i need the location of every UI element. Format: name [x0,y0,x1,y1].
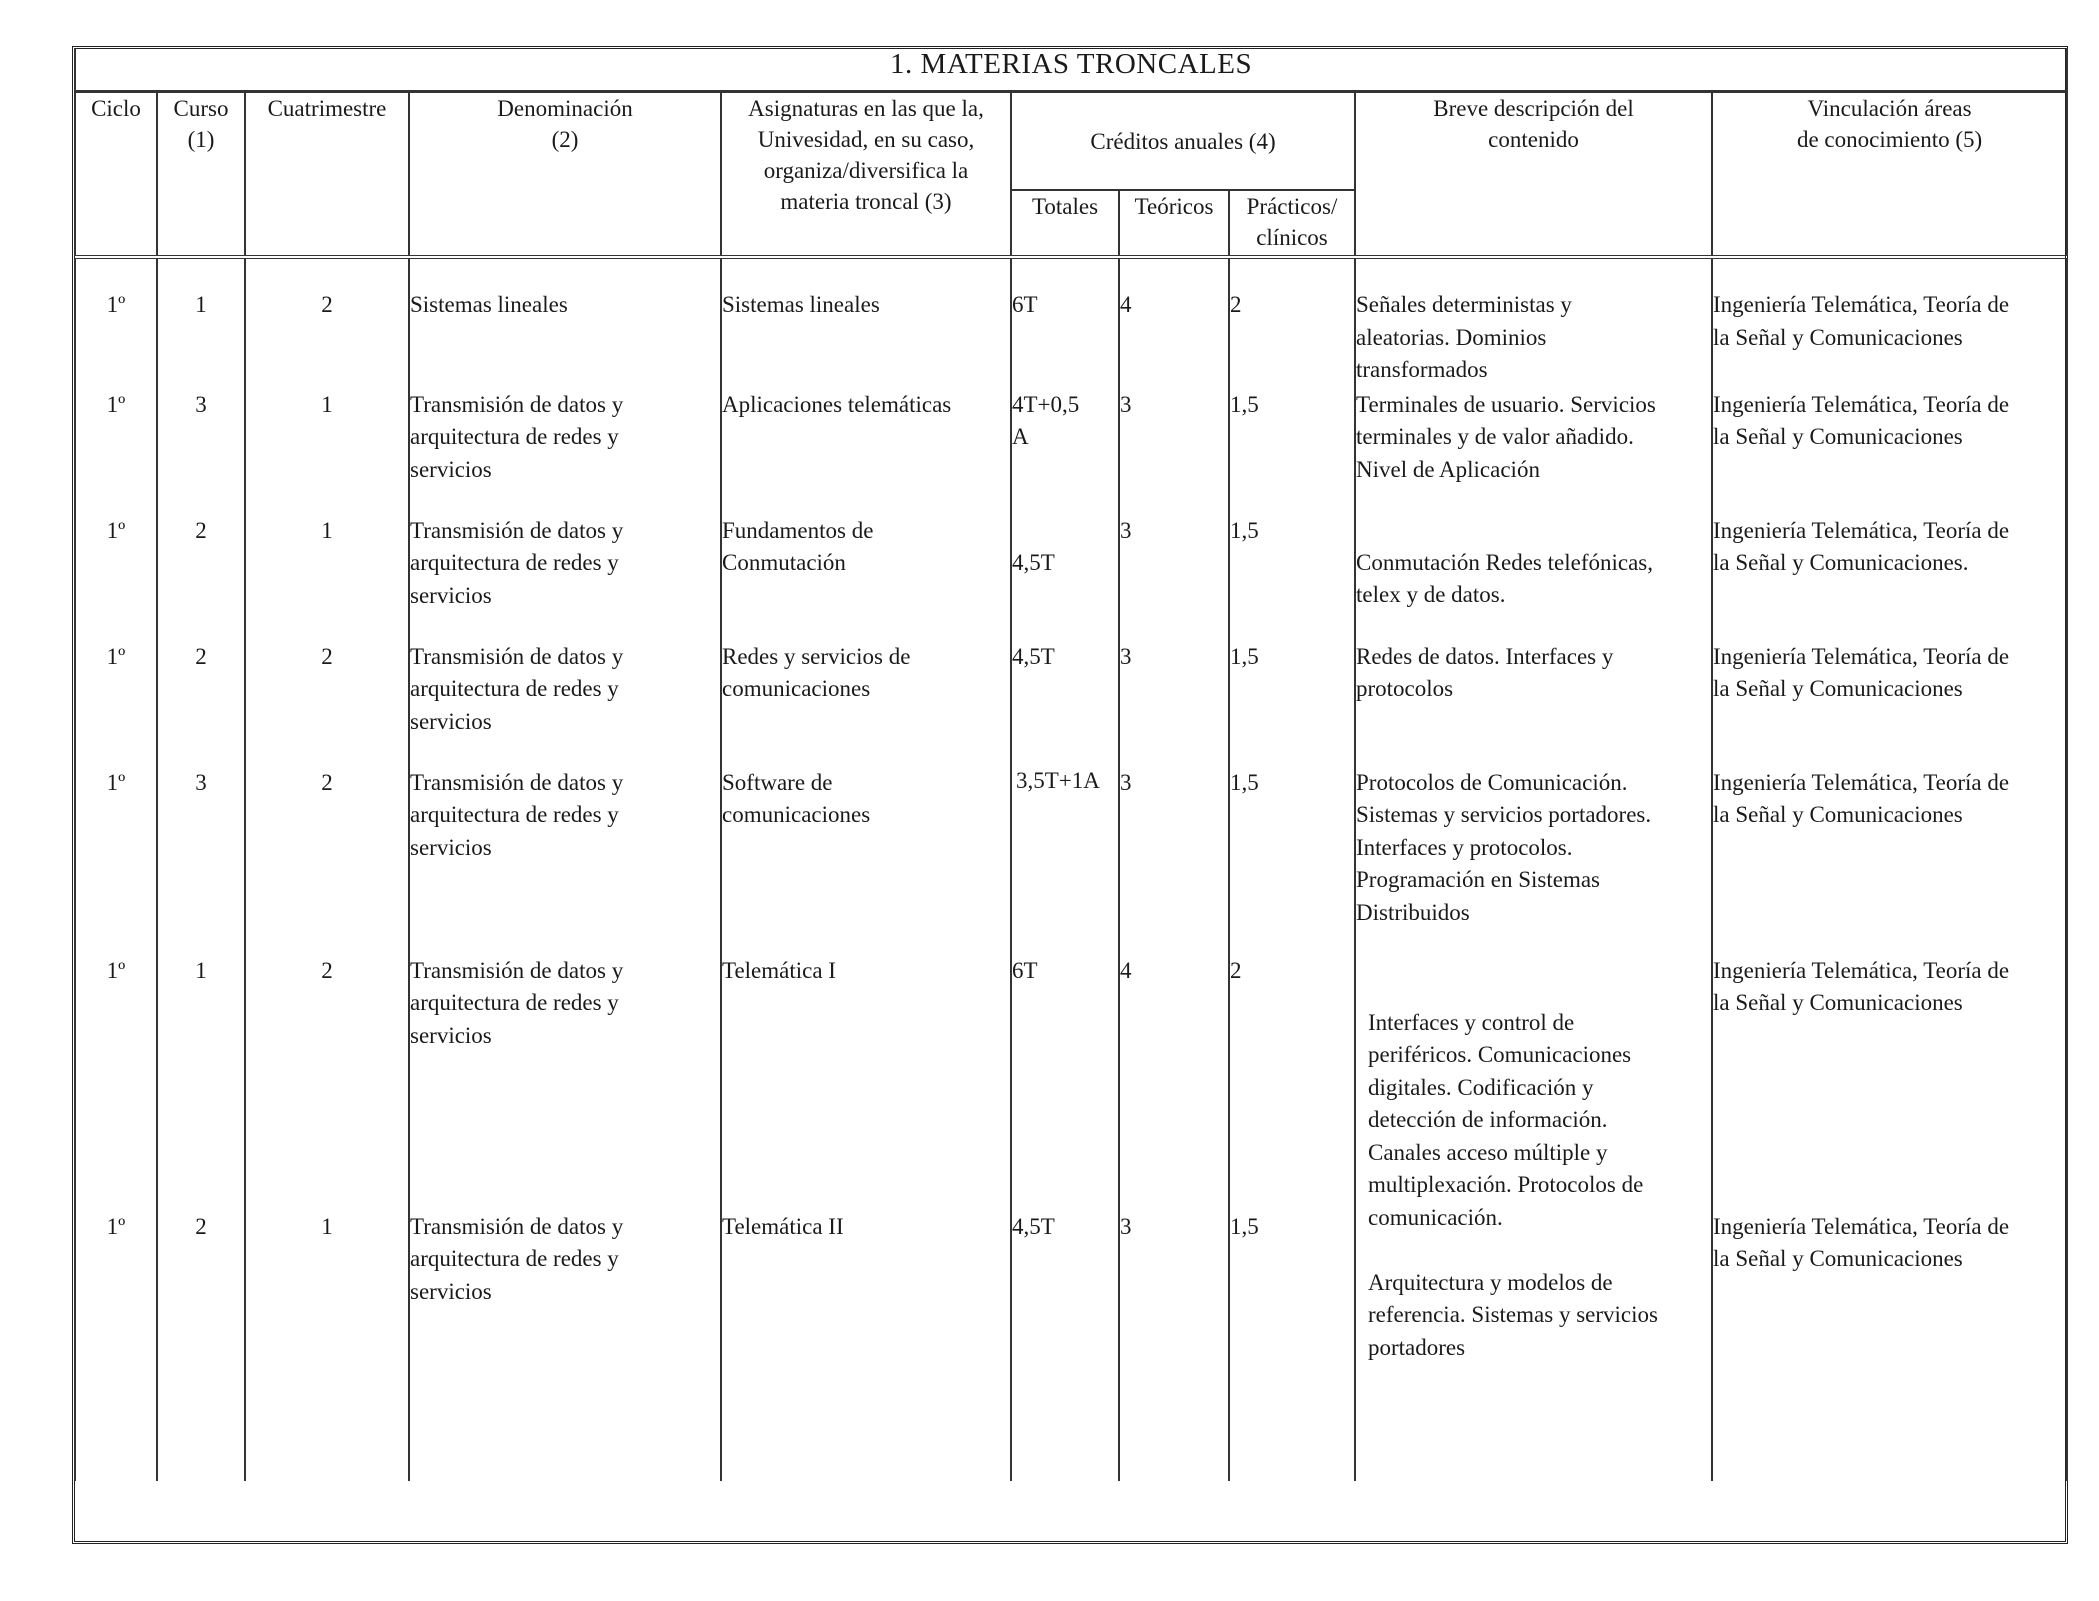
cell-practicos: 1,5 [1229,513,1355,639]
materias-table [74,48,2068,1481]
totales-value: 4,5T [1012,549,1055,575]
cell-totales: 4,5T [1011,1209,1119,1481]
cell-cuatrimestre: 1 [245,1209,409,1481]
cell-descripcion: Terminales de usuario. Servicios terminales y de valor añadido. Nivel de Aplicación [1355,387,1712,513]
cell-totales: 4,5T [1011,639,1119,765]
cell-practicos: 1,5 [1229,639,1355,765]
cell-curso: 1 [157,257,245,387]
header-teoricos: Teóricos [1119,190,1229,257]
header-cuatrimestre: Cuatrimestre [245,92,409,258]
header-vinculacion: Vinculación áreas de conocimiento (5) [1712,92,2067,258]
cell-vinculacion: Ingeniería Telemática, Teoría de la Señal y Comunicaciones [1712,1209,2067,1481]
cell-ciclo: 1º [75,257,157,387]
cell-ciclo: 1º [75,765,157,953]
cell-vinculacion: Ingeniería Telemática, Teoría de la Señal y Comunicaciones [1712,765,2067,953]
cell-ciclo: 1º [75,1209,157,1481]
table-row [75,1209,2067,1481]
cell-ciclo: 1º [75,639,157,765]
cell-practicos: 1,5 [1229,387,1355,513]
cell-denominacion: Transmisión de datos y arquitectura de redes y servicios [409,953,721,1209]
cell-asignatura: Aplicaciones telemáticas [721,387,1011,513]
cell-teoricos: 3 [1119,387,1229,513]
cell-denominacion: Sistemas lineales [409,257,721,387]
cell-ciclo: 1º [75,387,157,513]
cell-totales: 6T [1011,257,1119,387]
cell-vinculacion: Ingeniería Telemática, Teoría de la Señal y Comunicaciones. [1712,513,2067,639]
table-row [75,257,2067,387]
cell-cuatrimestre: 1 [245,387,409,513]
header-descripcion: Breve descripción del contenido [1355,92,1712,258]
cell-asignatura: Redes y servicios de comunicaciones [721,639,1011,765]
cell-ciclo: 1º [75,513,157,639]
descripcion-telematica: Interfaces y control de periféricos. Comunicaciones digitales. Codificación y detección de información. Canales acceso múltiple y multiplexación. Protocolos de comunicación. Arquitectura y modelos de referencia. Sistemas y servicios portadores [1368,1009,1658,1360]
cell-asignatura: Telemática I [721,953,1011,1209]
cell-practicos: 1,5 [1229,1209,1355,1481]
cell-curso: 3 [157,765,245,953]
cell-vinculacion: Ingeniería Telemática, Teoría de la Señal y Comunicaciones [1712,953,2067,1209]
cell-totales: 6T [1011,953,1119,1209]
cell-teoricos: 3 [1119,1209,1229,1481]
cell-cuatrimestre: 1 [245,513,409,639]
cell-descripcion [1355,513,1712,639]
cell-teoricos: 3 [1119,513,1229,639]
cell-curso: 3 [157,387,245,513]
table-row [75,387,2067,513]
cell-denominacion: Transmisión de datos y arquitectura de redes y servicios [409,639,721,765]
cell-curso: 2 [157,513,245,639]
cell-asignatura: Sistemas lineales [721,257,1011,387]
cell-totales: 3,5T+1A [1011,765,1119,953]
cell-totales: 4T+0,5 A [1011,387,1119,513]
cell-practicos: 2 [1229,953,1355,1209]
cell-teoricos: 4 [1119,257,1229,387]
cell-vinculacion: Ingeniería Telemática, Teoría de la Señal y Comunicaciones [1712,639,2067,765]
cell-descripcion: Señales deterministas y aleatorias. Dominios transformados [1355,257,1712,387]
cell-ciclo: 1º [75,953,157,1209]
cell-denominacion: Transmisión de datos y arquitectura de redes y servicios [409,1209,721,1481]
descripcion-value: Conmutación Redes telefónicas, telex y de datos. [1356,549,1654,607]
cell-denominacion: Transmisión de datos y arquitectura de redes y servicios [409,765,721,953]
cell-vinculacion: Ingeniería Telemática, Teoría de la Señal y Comunicaciones [1712,257,2067,387]
cell-curso: 2 [157,1209,245,1481]
cell-cuatrimestre: 2 [245,765,409,953]
cell-practicos: 2 [1229,257,1355,387]
header-creditos: Créditos anuales (4) [1011,92,1355,191]
header-totales: Totales [1011,190,1119,257]
header-curso: Curso (1) [157,92,245,258]
cell-asignatura: Fundamentos de Conmutación [721,513,1011,639]
table-row [75,639,2067,765]
cell-curso: 2 [157,639,245,765]
cell-practicos: 1,5 [1229,765,1355,953]
table-row [75,953,2067,1209]
header-practicos: Prácticos/ clínicos [1229,190,1355,257]
cell-descripcion: Protocolos de Comunicación. Sistemas y servicios portadores. Interfaces y protocolos. Programación en Sistemas Distribuidos [1355,765,1712,953]
cell-descripcion: Redes de datos. Interfaces y protocolos [1355,639,1712,765]
cell-curso: 1 [157,953,245,1209]
cell-denominacion: Transmisión de datos y arquitectura de redes y servicios [409,387,721,513]
cell-descripcion-shared [1355,953,1712,1481]
cell-totales [1011,513,1119,639]
header-ciclo: Ciclo [75,92,157,258]
table-row [75,513,2067,639]
cell-teoricos: 4 [1119,953,1229,1209]
cell-teoricos: 3 [1119,639,1229,765]
table-title: 1. MATERIAS TRONCALES [75,48,2067,92]
cell-cuatrimestre: 2 [245,639,409,765]
cell-asignatura: Telemática II [721,1209,1011,1481]
cell-cuatrimestre: 2 [245,953,409,1209]
cell-denominacion: Transmisión de datos y arquitectura de redes y servicios [409,513,721,639]
header-asignaturas: Asignaturas en las que la, Univesidad, en su caso, organiza/diversifica la materia troncal (3) [721,92,1011,258]
cell-vinculacion: Ingeniería Telemática, Teoría de la Señal y Comunicaciones [1712,387,2067,513]
cell-cuatrimestre: 2 [245,257,409,387]
cell-teoricos: 3 [1119,765,1229,953]
table-row [75,765,2067,953]
header-denominacion: Denominación (2) [409,92,721,258]
cell-asignatura: Software de comunicaciones [721,765,1011,953]
